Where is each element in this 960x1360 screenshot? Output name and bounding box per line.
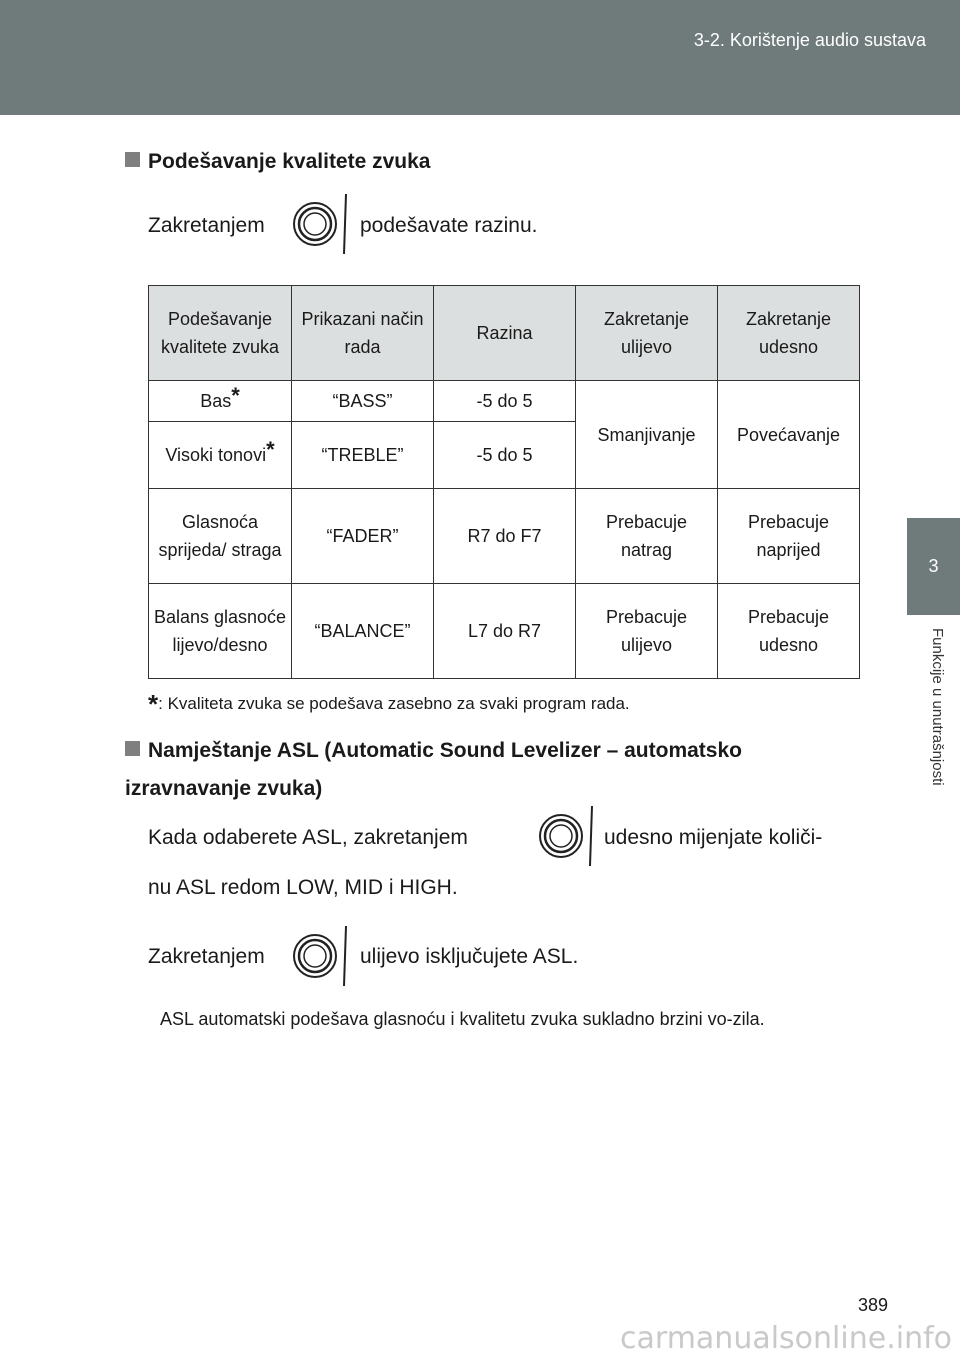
table-header-cell: Podešavanje kvalitete zvuka [149, 286, 292, 381]
display-cell: “BASS” [292, 381, 434, 422]
intro-text-after: podešavate razinu. [360, 214, 538, 237]
display-cell: “BALANCE” [292, 584, 434, 679]
footnote-text: : Kvaliteta zvuka se podešava zasebno za svaki program rada. [158, 694, 630, 713]
watermark: carmanualsonline.info [620, 1321, 952, 1356]
table-header-cell: Razina [434, 286, 576, 381]
sound-quality-table [148, 285, 860, 679]
turn-left-cell: Prebacuje ulijevo [576, 584, 718, 679]
footnote-star: * [148, 689, 159, 719]
mode-cell [149, 422, 292, 489]
table-header-cell: Prikazani način rada [292, 286, 434, 381]
footnote-mark: * [231, 383, 240, 408]
rotary-knob-icon [288, 922, 358, 992]
mode-label: Visoki tonovi [165, 445, 267, 465]
mode-cell: Glasnoća sprijeda/ straga [149, 489, 292, 584]
level-cell: R7 do F7 [434, 489, 576, 584]
asl-line3-after: ulijevo isključujete ASL. [360, 945, 579, 968]
table-row [149, 489, 860, 584]
page-number: 389 [857, 1295, 888, 1315]
table-header-cell: Zakretanje udesno [718, 286, 860, 381]
display-cell: “FADER” [292, 489, 434, 584]
footnote-mark: * [266, 437, 275, 462]
heading-text: Podešavanje kvalitete zvuka [148, 150, 431, 173]
chapter-number: 3 [928, 556, 939, 576]
rotary-knob-icon [288, 190, 358, 260]
section-title: 3-2. Korištenje audio sustava [693, 30, 926, 50]
level-cell: -5 do 5 [434, 422, 576, 489]
heading-text: Namještanje ASL (Automatic Sound Levelizer – automatsko izravnavanje zvuka) [125, 739, 742, 800]
display-cell: “TREBLE” [292, 422, 434, 489]
turn-left-cell: Smanjivanje [576, 381, 718, 489]
turn-right-cell: Prebacuje naprijed [718, 489, 860, 584]
asl-line3-before: Zakretanjem [148, 945, 265, 968]
asl-line2: nu ASL redom LOW, MID i HIGH. [148, 876, 458, 899]
intro-text-before: Zakretanjem [148, 214, 265, 237]
page-header [0, 0, 960, 115]
table-header-row [149, 286, 860, 381]
mode-cell [149, 381, 292, 422]
section-heading-asl [125, 732, 855, 808]
rotary-knob-icon [534, 802, 604, 872]
turn-right-cell: Povećavanje [718, 381, 860, 489]
table-footnote [148, 689, 630, 720]
chapter-title: Funkcije u unutrašnjosti [929, 628, 946, 786]
asl-line1-before: Kada odaberete ASL, zakretanjem [148, 826, 468, 849]
chapter-tab [907, 518, 960, 615]
square-bullet-icon [125, 152, 140, 167]
asl-note: ASL automatski podešava glasnoću i kvalitetu zvuka sukladno brzini vo-zila. [160, 1009, 765, 1029]
table-row [149, 381, 860, 422]
asl-line1-after: udesno mijenjate količi- [604, 826, 823, 849]
level-cell: -5 do 5 [434, 381, 576, 422]
turn-left-cell: Prebacuje natrag [576, 489, 718, 584]
section-heading-sound-quality [125, 150, 431, 174]
square-bullet-icon [125, 741, 140, 756]
table-row [149, 584, 860, 679]
mode-label: Bas [200, 391, 232, 411]
turn-right-cell: Prebacuje udesno [718, 584, 860, 679]
level-cell: L7 do R7 [434, 584, 576, 679]
mode-cell: Balans glasnoće lijevo/desno [149, 584, 292, 679]
table-header-cell: Zakretanje ulijevo [576, 286, 718, 381]
